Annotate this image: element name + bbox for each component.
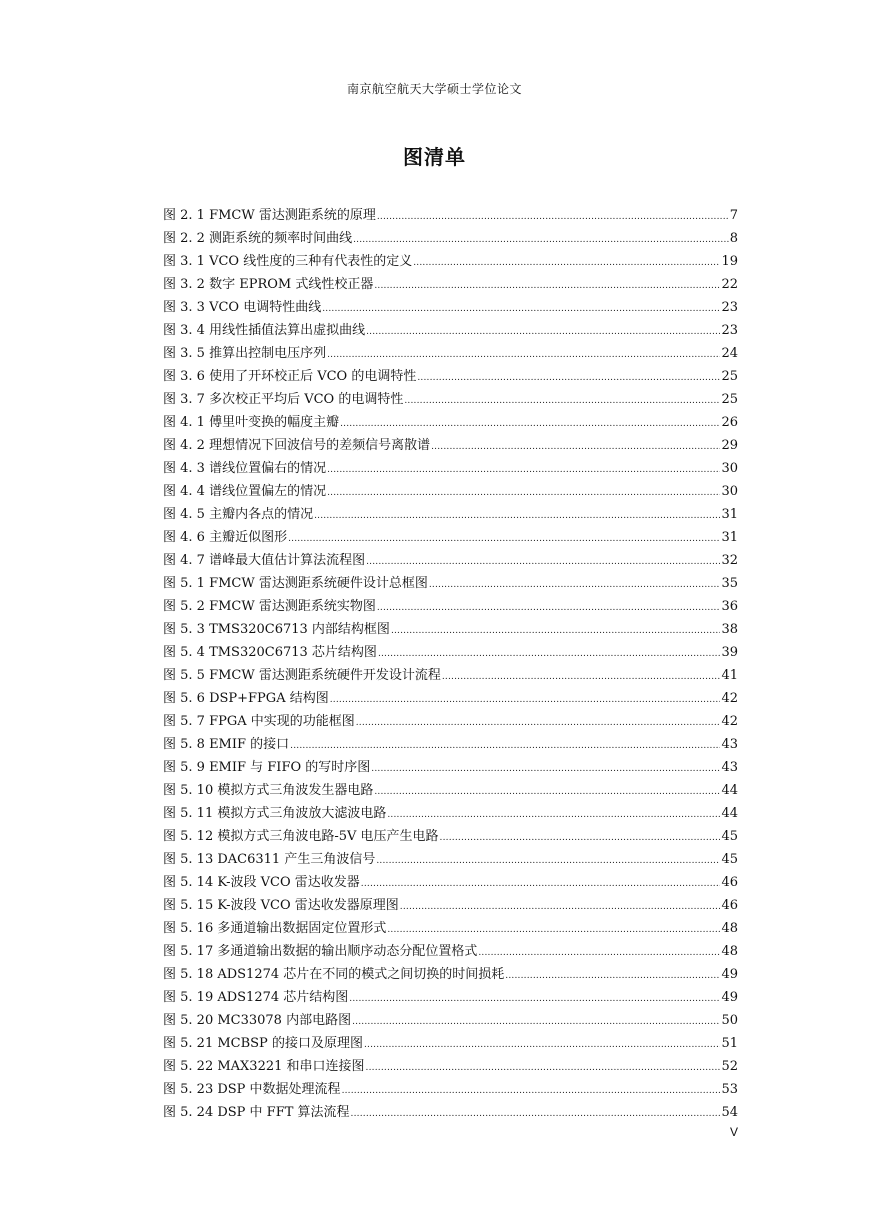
toc-dot-leader [371, 758, 720, 781]
toc-entry[interactable] [163, 986, 738, 1009]
toc-entry[interactable] [163, 1032, 738, 1055]
toc-dot-leader [349, 988, 720, 1011]
toc-entry[interactable] [163, 963, 738, 986]
toc-dot-leader [417, 367, 720, 390]
toc-entry-page: 7 [729, 208, 738, 223]
toc-dot-leader [352, 1011, 720, 1034]
toc-entry-label: 图 5. 12 模拟方式三角波电路-5V 电压产生电路 [163, 829, 439, 844]
toc-entry-page: 38 [721, 622, 738, 637]
toc-dot-leader [364, 1034, 721, 1057]
toc-dot-leader [361, 873, 721, 896]
toc-entry-label: 图 5. 3 TMS320C6713 内部结构框图 [163, 622, 390, 637]
toc-entry-page: 32 [721, 553, 738, 568]
toc-entry-page: 39 [721, 645, 738, 660]
toc-entry[interactable] [163, 365, 738, 388]
toc-entry-page: 44 [721, 783, 738, 798]
toc-dot-leader [366, 321, 720, 344]
toc-dot-leader [440, 827, 721, 850]
toc-entry[interactable] [163, 296, 738, 319]
toc-entry[interactable] [163, 434, 738, 457]
toc-entry-page: 26 [721, 415, 738, 430]
toc-entry[interactable] [163, 457, 738, 480]
toc-entry-label: 图 5. 8 EMIF 的接口 [163, 737, 290, 752]
toc-dot-leader [413, 252, 720, 275]
toc-entry-label: 图 4. 5 主瓣内各点的情况 [163, 507, 314, 522]
toc-entry[interactable] [163, 503, 738, 526]
toc-entry-label: 图 5. 4 TMS320C6713 芯片结构图 [163, 645, 377, 660]
toc-entry[interactable] [163, 917, 738, 940]
toc-dot-leader [322, 298, 720, 321]
toc-entry-page: 48 [721, 921, 738, 936]
figure-list [163, 204, 738, 1124]
toc-entry-page: 48 [721, 944, 738, 959]
toc-entry[interactable] [163, 779, 738, 802]
toc-dot-leader [377, 597, 721, 620]
page-number: V [730, 1125, 739, 1139]
toc-entry-page: 52 [721, 1059, 738, 1074]
toc-entry[interactable] [163, 802, 738, 825]
toc-dot-leader [351, 1103, 721, 1126]
toc-entry-label: 图 4. 6 主瓣近似图形 [163, 530, 288, 545]
toc-entry-label: 图 5. 14 K-波段 VCO 雷达收发器 [163, 875, 360, 890]
toc-entry-page: 50 [721, 1013, 738, 1028]
toc-entry-label: 图 5. 7 FPGA 中实现的功能框图 [163, 714, 355, 729]
toc-entry-label: 图 4. 4 谱线位置偏左的情况 [163, 484, 327, 499]
toc-entry[interactable] [163, 940, 738, 963]
toc-entry-page: 49 [721, 967, 738, 982]
toc-entry-label: 图 5. 15 K-波段 VCO 雷达收发器原理图 [163, 898, 399, 913]
toc-entry[interactable] [163, 687, 738, 710]
toc-dot-leader [505, 965, 720, 988]
toc-entry-label: 图 2. 2 测距系统的频率时间曲线 [163, 231, 353, 246]
toc-dot-leader [387, 804, 720, 827]
toc-dot-leader [431, 436, 720, 459]
toc-entry[interactable] [163, 1101, 738, 1124]
toc-entry[interactable] [163, 342, 738, 365]
toc-entry-page: 8 [729, 231, 738, 246]
toc-entry-label: 图 5. 20 MC33078 内部电路图 [163, 1013, 352, 1028]
toc-dot-leader [429, 574, 721, 597]
toc-entry-page: 31 [721, 530, 738, 545]
toc-entry-label: 图 3. 6 使用了开环校正后 VCO 的电调特性 [163, 369, 417, 384]
toc-entry-page: 43 [721, 760, 738, 775]
toc-dot-leader [374, 275, 720, 298]
toc-entry-label: 图 5. 24 DSP 中 FFT 算法流程 [163, 1105, 350, 1120]
toc-entry-page: 23 [721, 300, 738, 315]
toc-entry[interactable] [163, 388, 738, 411]
toc-entry-label: 图 5. 16 多通道输出数据固定位置形式 [163, 921, 387, 936]
toc-dot-leader [366, 1057, 721, 1080]
toc-entry-page: 45 [721, 852, 738, 867]
toc-entry-page: 54 [721, 1105, 738, 1120]
toc-entry[interactable] [163, 1009, 738, 1032]
toc-entry-page: 42 [721, 714, 738, 729]
toc-entry-page: 35 [721, 576, 738, 591]
toc-entry-page: 30 [721, 484, 738, 499]
toc-entry[interactable] [163, 871, 738, 894]
toc-dot-leader [327, 459, 720, 482]
toc-entry-label: 图 3. 5 推算出控制电压序列 [163, 346, 327, 361]
toc-entry-label: 图 5. 10 模拟方式三角波发生器电路 [163, 783, 374, 798]
toc-entry-label: 图 3. 1 VCO 线性度的三种有代表性的定义 [163, 254, 413, 269]
toc-dot-leader [327, 482, 720, 505]
toc-entry-label: 图 4. 3 谱线位置偏右的情况 [163, 461, 327, 476]
toc-entry-page: 31 [721, 507, 738, 522]
toc-entry-label: 图 4. 1 傅里叶变换的幅度主瓣 [163, 415, 340, 430]
toc-entry[interactable] [163, 1078, 738, 1101]
toc-dot-leader [290, 735, 720, 758]
toc-dot-leader [342, 1080, 721, 1103]
toc-entry[interactable] [163, 319, 738, 342]
toc-entry-label: 图 5. 9 EMIF 与 FIFO 的写时序图 [163, 760, 371, 775]
toc-dot-leader [400, 896, 721, 919]
toc-entry[interactable] [163, 618, 738, 641]
toc-entry-label: 图 5. 23 DSP 中数据处理流程 [163, 1082, 341, 1097]
toc-entry-page: 42 [721, 691, 738, 706]
toc-dot-leader [391, 620, 721, 643]
toc-entry-page: 30 [721, 461, 738, 476]
toc-entry-label: 图 5. 17 多通道输出数据的输出顺序动态分配位置格式 [163, 944, 478, 959]
toc-entry-label: 图 3. 3 VCO 电调特性曲线 [163, 300, 322, 315]
toc-entry-page: 44 [721, 806, 738, 821]
toc-entry-page: 45 [721, 829, 738, 844]
toc-entry[interactable] [163, 710, 738, 733]
toc-entry-page: 43 [721, 737, 738, 752]
toc-entry[interactable] [163, 572, 738, 595]
toc-dot-leader [376, 850, 720, 873]
toc-entry-page: 46 [721, 875, 738, 890]
toc-dot-leader [378, 643, 721, 666]
toc-dot-leader [478, 942, 720, 965]
toc-entry[interactable] [163, 848, 738, 871]
toc-entry[interactable] [163, 825, 738, 848]
toc-entry[interactable] [163, 411, 738, 434]
toc-entry-label: 图 4. 2 理想情况下回波信号的差频信号离散谱 [163, 438, 431, 453]
toc-entry-page: 53 [721, 1082, 738, 1097]
toc-entry-label: 图 2. 1 FMCW 雷达测距系统的原理 [163, 208, 376, 223]
toc-entry[interactable] [163, 227, 738, 250]
toc-dot-leader [442, 666, 721, 689]
toc-entry-label: 图 5. 21 MCBSP 的接口及原理图 [163, 1036, 363, 1051]
toc-entry[interactable] [163, 733, 738, 756]
toc-dot-leader [340, 413, 720, 436]
toc-dot-leader [356, 712, 721, 735]
toc-entry[interactable] [163, 273, 738, 296]
toc-entry-label: 图 5. 5 FMCW 雷达测距系统硬件开发设计流程 [163, 668, 441, 683]
toc-dot-leader [377, 206, 729, 229]
toc-entry-page: 19 [721, 254, 738, 269]
toc-entry-label: 图 5. 11 模拟方式三角波放大滤波电路 [163, 806, 387, 821]
toc-entry-label: 图 4. 7 谱峰最大值估计算法流程图 [163, 553, 366, 568]
toc-entry-label: 图 3. 4 用线性插值法算出虚拟曲线 [163, 323, 366, 338]
toc-entry[interactable] [163, 480, 738, 503]
toc-dot-leader [366, 551, 720, 574]
toc-entry-page: 41 [721, 668, 738, 683]
toc-entry[interactable] [163, 894, 738, 917]
toc-entry-label: 图 3. 2 数字 EPROM 式线性校正器 [163, 277, 374, 292]
toc-entry-label: 图 5. 1 FMCW 雷达测距系统硬件设计总框图 [163, 576, 428, 591]
toc-entry-page: 29 [721, 438, 738, 453]
toc-entry[interactable] [163, 664, 738, 687]
toc-entry-page: 24 [721, 346, 738, 361]
toc-entry-label: 图 5. 6 DSP+FPGA 结构图 [163, 691, 329, 706]
running-header: 南京航空航天大学硕士学位论文 [346, 82, 522, 96]
toc-dot-leader [330, 689, 721, 712]
toc-entry[interactable] [163, 595, 738, 618]
toc-entry[interactable] [163, 756, 738, 779]
toc-dot-leader [374, 781, 720, 804]
toc-dot-leader [387, 919, 720, 942]
toc-entry[interactable] [163, 549, 738, 572]
toc-entry-page: 22 [721, 277, 738, 292]
toc-entry-page: 36 [721, 599, 738, 614]
toc-entry[interactable] [163, 204, 738, 227]
page-title: 图清单 [403, 145, 466, 169]
toc-entry-label: 图 5. 18 ADS1274 芯片在不同的模式之间切换的时间损耗 [163, 967, 505, 982]
toc-entry-page: 49 [721, 990, 738, 1005]
toc-entry-page: 51 [721, 1036, 738, 1051]
toc-entry[interactable] [163, 250, 738, 273]
toc-dot-leader [327, 344, 720, 367]
toc-entry[interactable] [163, 526, 738, 549]
toc-entry-page: 25 [721, 369, 738, 384]
toc-entry-label: 图 5. 13 DAC6311 产生三角波信号 [163, 852, 376, 867]
toc-dot-leader [404, 390, 720, 413]
toc-entry-page: 23 [721, 323, 738, 338]
toc-entry-label: 图 5. 22 MAX3221 和串口连接图 [163, 1059, 365, 1074]
toc-dot-leader [288, 528, 720, 551]
toc-dot-leader [314, 505, 720, 528]
toc-entry-label: 图 3. 7 多次校正平均后 VCO 的电调特性 [163, 392, 404, 407]
toc-entry[interactable] [163, 1055, 738, 1078]
toc-entry-page: 46 [721, 898, 738, 913]
toc-entry-label: 图 5. 2 FMCW 雷达测距系统实物图 [163, 599, 376, 614]
toc-entry-label: 图 5. 19 ADS1274 芯片结构图 [163, 990, 349, 1005]
toc-dot-leader [353, 229, 729, 252]
toc-entry-page: 25 [721, 392, 738, 407]
toc-entry[interactable] [163, 641, 738, 664]
